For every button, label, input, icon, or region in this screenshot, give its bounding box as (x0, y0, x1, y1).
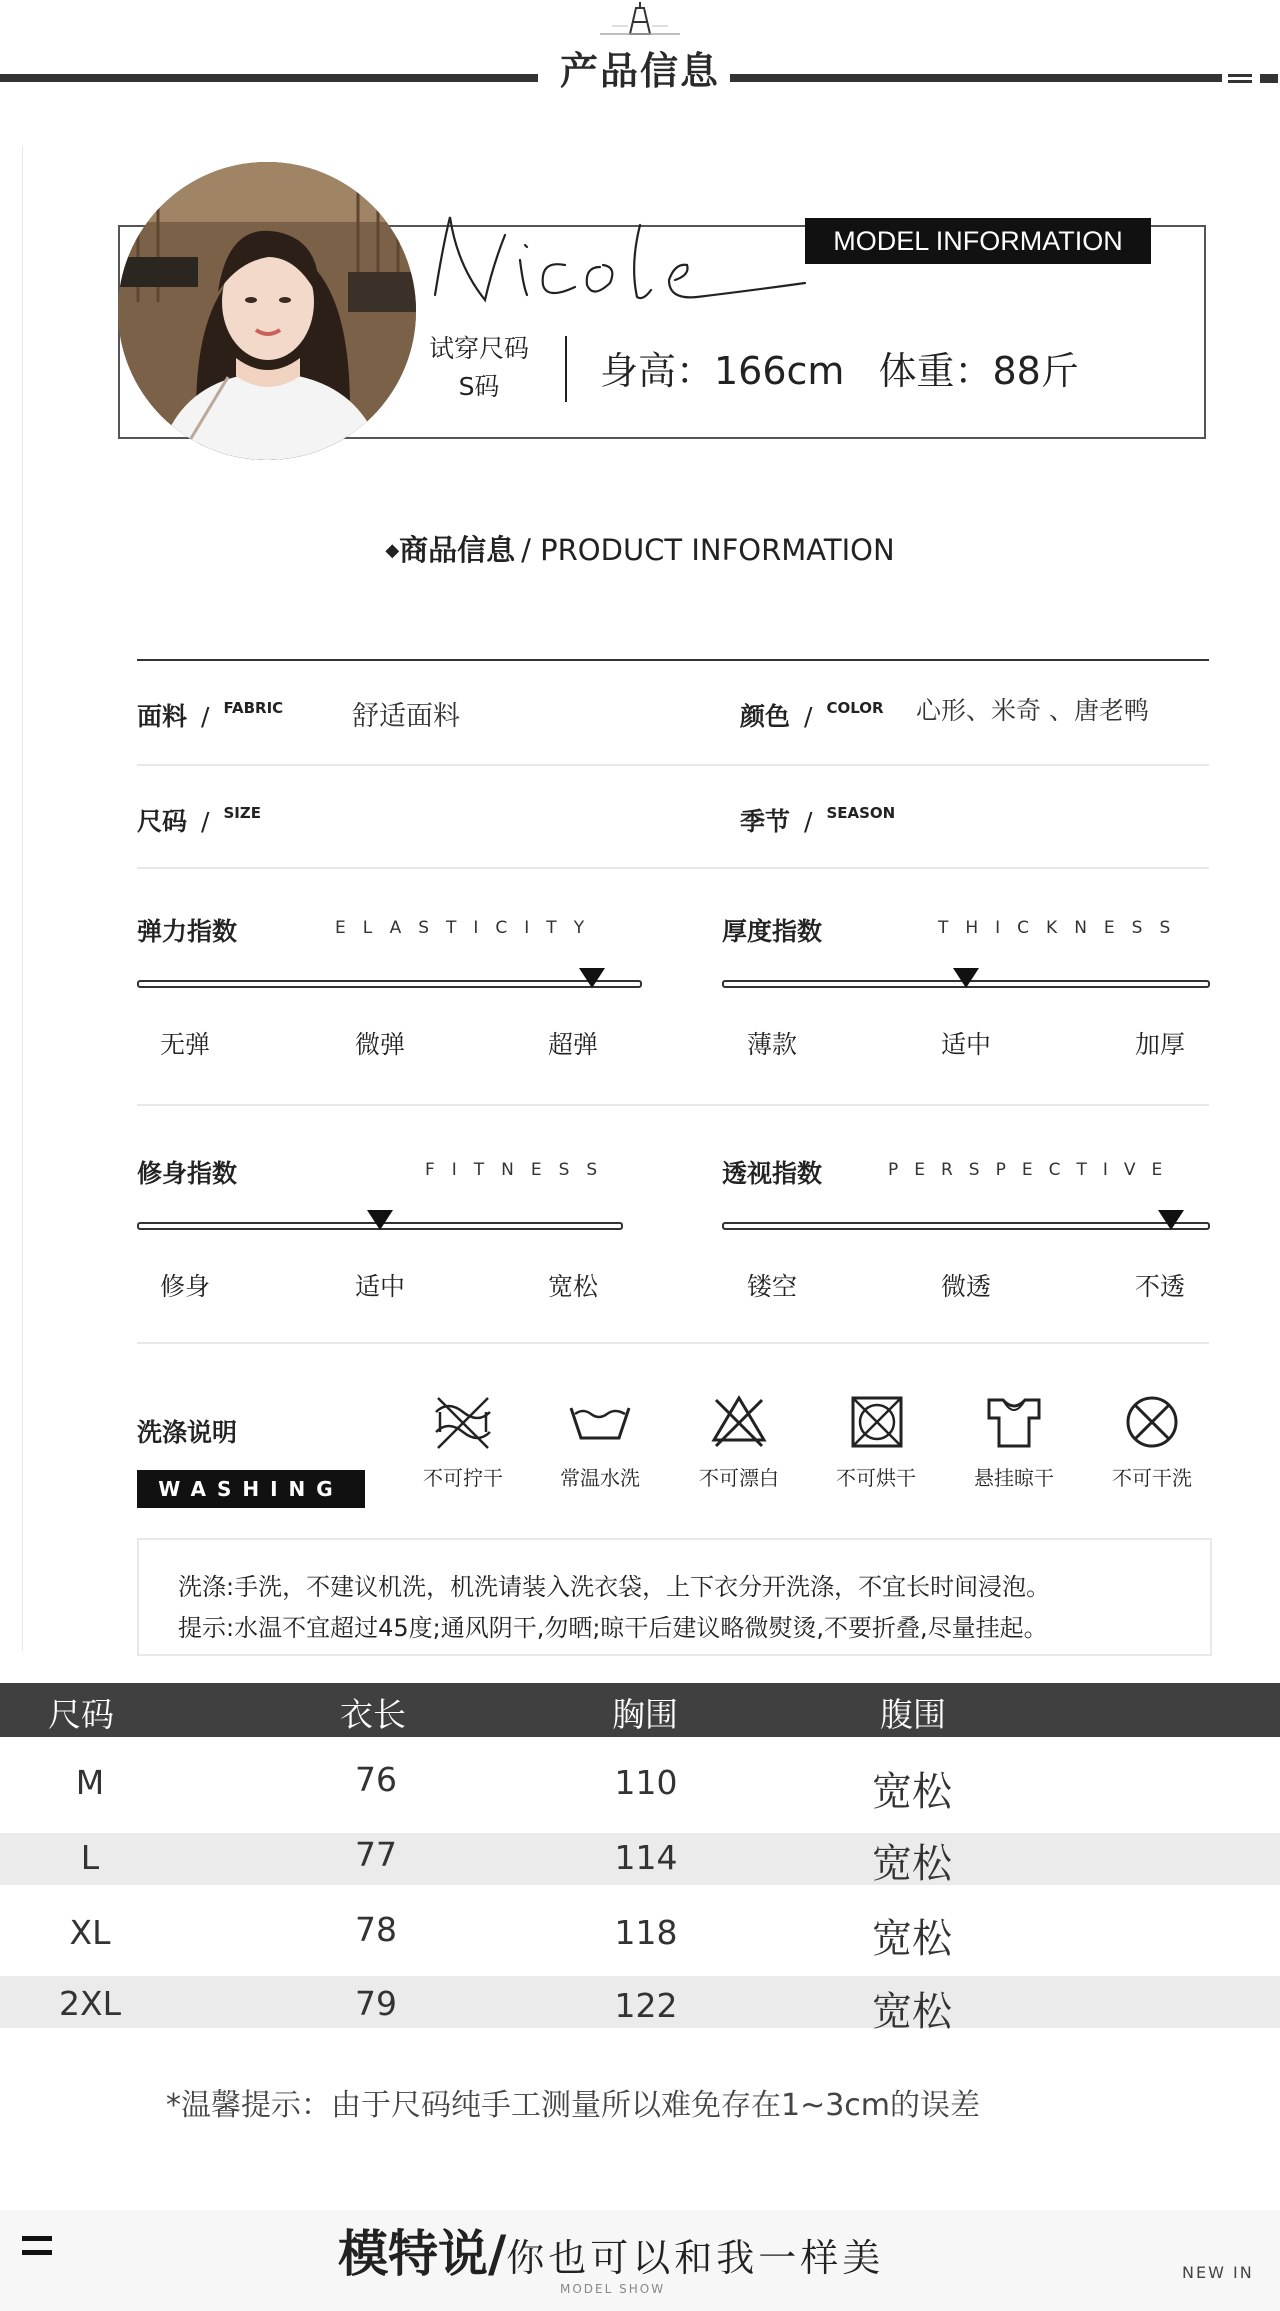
menu-icon (22, 2232, 52, 2262)
table-cell: 110 (614, 1763, 678, 1802)
row-rule (137, 1342, 1209, 1344)
washing-label: 洗涤说明 (137, 1418, 238, 1447)
table-cell: 122 (614, 1986, 678, 2025)
hang-dry-icon (954, 1390, 1074, 1491)
trial-size-label: 试穿尺码 (428, 334, 529, 363)
color-label: 颜色 / $^{COLOR}$ (740, 699, 884, 731)
thickness-option: 适中 (940, 1030, 991, 1059)
perspective-en: PERSPECTIVE (888, 1160, 1179, 1180)
washing-note-2: 提示:水温不宜超过45度;通风阴干,勿晒;晾干后建议略微熨烫,不要折叠,尽量挂起。 (178, 1614, 1048, 1642)
product-info-title-cn: 商品信息 (399, 533, 516, 567)
color-value: 心形、米奇 、唐老鸭 (916, 696, 1149, 725)
table-cell: 77 (355, 1835, 397, 1874)
eiffel-tower-icon (590, 0, 690, 40)
model-show-title (338, 2214, 884, 2286)
table-cell: M (75, 1763, 105, 1802)
table-cell: 118 (614, 1913, 678, 1952)
perspective-option: 微透 (940, 1272, 991, 1301)
model-height: 身高：166cm (600, 349, 845, 393)
section-rule (137, 659, 1209, 661)
season-label: 季节 / $^{SEASON}$ (740, 804, 896, 836)
no-bleach-label: 不可漂白 (699, 1466, 779, 1490)
table-cell: 宽松 (872, 1769, 952, 1815)
size-table-header-cell: 衣长 (340, 1695, 406, 1734)
model-stats (600, 340, 1113, 395)
page-title: 产品信息 (559, 49, 720, 93)
model-information-tag: MODEL INFORMATION (805, 218, 1151, 264)
elasticity-option: 超弹 (547, 1030, 598, 1059)
table-cell: XL (69, 1913, 111, 1952)
product-info-title (0, 528, 1280, 569)
no-dry-clean-icon (1092, 1390, 1212, 1491)
elasticity-marker (579, 968, 605, 988)
table-cell: 宽松 (872, 1841, 952, 1887)
model-show-label: MODEL SHOW (560, 2282, 666, 2296)
product-info-title-en: / PRODUCT INFORMATION (521, 533, 895, 567)
perspective-track (722, 1222, 1210, 1230)
washing-tag: WASHING (137, 1470, 365, 1508)
thickness-en: THICKNESS (938, 918, 1188, 938)
fitness-option: 修身 (159, 1272, 210, 1301)
header-end-marks (1220, 74, 1280, 84)
thickness-option: 薄款 (746, 1030, 797, 1059)
elasticity-option: 无弹 (159, 1030, 210, 1059)
wash-normal-temp-label: 常温水洗 (560, 1466, 640, 1490)
perspective-option: 镂空 (746, 1272, 797, 1301)
trial-size (424, 330, 534, 406)
model-show-subtitle: 你也可以和我一样美 (506, 2236, 885, 2280)
table-cell: L (80, 1838, 100, 1877)
perspective-marker (1158, 1210, 1184, 1230)
perspective-label: 透视指数 (722, 1159, 823, 1188)
fabric-value: 舒适面料 (352, 701, 460, 732)
hang-dry-label: 悬挂晾干 (974, 1466, 1054, 1490)
header-line-right (730, 74, 1222, 82)
wash-normal-temp-icon (540, 1390, 660, 1491)
fitness-option: 适中 (354, 1272, 405, 1301)
table-cell: 宽松 (872, 1916, 952, 1962)
elasticity-option: 微弹 (354, 1030, 405, 1059)
thickness-label: 厚度指数 (722, 917, 823, 946)
table-cell: 宽松 (872, 1989, 952, 2035)
new-in-label: NEW IN (1182, 2263, 1254, 2282)
model-weight: 体重：88斤 (878, 349, 1079, 393)
measurement-tip: *温馨提示：由于尺码纯手工测量所以难免存在1~3cm的误差 (166, 2088, 981, 2123)
thickness-option: 加厚 (1134, 1030, 1185, 1059)
size-table-header-cell: 腹围 (880, 1695, 946, 1734)
fitness-en: FITNESS (425, 1160, 615, 1180)
size-table-header-cell: 胸围 (612, 1695, 678, 1734)
divider (565, 336, 567, 402)
thickness-marker (953, 968, 979, 988)
row-rule (137, 764, 1209, 766)
table-cell: 79 (355, 1984, 397, 2023)
no-tumble-dry-label: 不可烘干 (836, 1466, 916, 1490)
diamond-icon: ◆ (385, 540, 400, 561)
model-show-title-main: 模特说/ (338, 2225, 507, 2283)
fitness-label: 修身指数 (137, 1159, 238, 1188)
table-cell: 78 (355, 1910, 397, 1949)
no-dry-clean-label: 不可干洗 (1112, 1466, 1192, 1490)
table-cell: 76 (355, 1760, 397, 1799)
fitness-option: 宽松 (547, 1272, 598, 1301)
no-wring-icon (403, 1390, 523, 1491)
fabric-label: 面料 / $^{FABRIC}$ (137, 699, 284, 731)
row-rule (137, 1104, 1209, 1106)
fitness-marker (367, 1210, 393, 1230)
no-tumble-dry-icon (816, 1390, 936, 1491)
table-cell: 2XL (59, 1984, 121, 2023)
model-avatar (118, 162, 416, 460)
elasticity-label: 弹力指数 (137, 917, 238, 946)
no-wring-label: 不可拧干 (423, 1466, 503, 1490)
no-bleach-icon (679, 1390, 799, 1491)
washing-note-1: 洗涤:手洗，不建议机洗，机洗请装入洗衣袋，上下衣分开洗涤，不宜长时间浸泡。 (178, 1573, 1051, 1601)
size-label: 尺码 / $^{SIZE}$ (137, 804, 261, 836)
perspective-option: 不透 (1134, 1272, 1185, 1301)
trial-size-value: S码 (458, 372, 500, 401)
table-cell: 114 (614, 1838, 678, 1877)
left-border (22, 146, 23, 1651)
row-rule (137, 867, 1209, 869)
elasticity-en: ELASTICITY (335, 918, 602, 938)
size-table-header-cell: 尺码 (48, 1695, 114, 1734)
elasticity-track (137, 980, 642, 988)
